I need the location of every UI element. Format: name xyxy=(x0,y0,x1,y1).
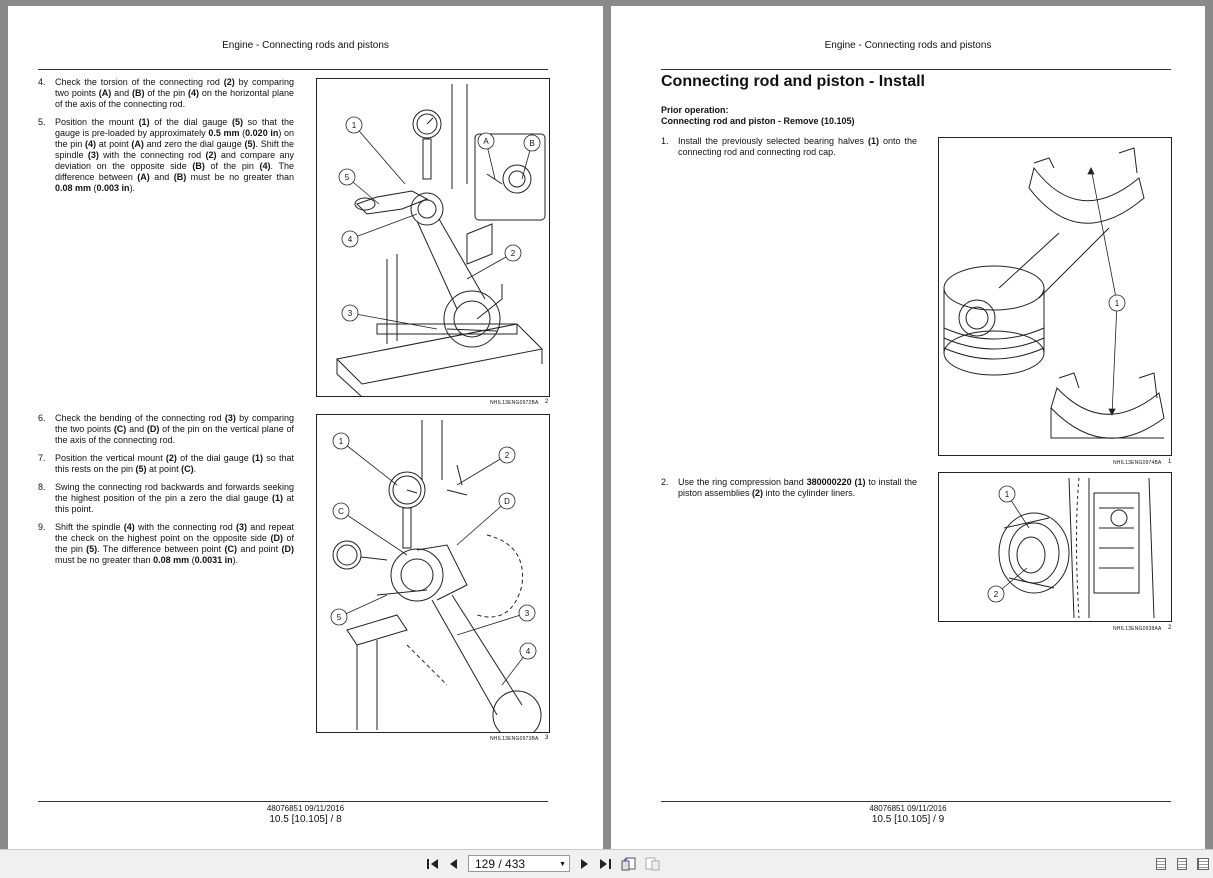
step-emphasis: (1) xyxy=(138,117,150,127)
step-emphasis: (2) xyxy=(205,150,217,160)
step-emphasis: 0.020 in xyxy=(245,128,279,138)
step-item xyxy=(38,482,294,515)
step-emphasis: (B) xyxy=(132,88,145,98)
footer-rule xyxy=(38,801,548,802)
page-header: Engine - Connecting rods and pistons xyxy=(222,40,389,51)
prev-page-icon[interactable] xyxy=(446,856,460,872)
callout-label: 2 xyxy=(504,451,510,460)
step-text: of the dial gauge xyxy=(176,453,253,463)
step-emphasis: (2) xyxy=(223,77,235,87)
step-emphasis: (5) xyxy=(135,464,147,474)
go-forward-view-icon[interactable] xyxy=(643,856,661,872)
figure-bending-check xyxy=(316,414,550,733)
step-text: . Shift the spindle xyxy=(55,139,295,160)
step-number: 4. xyxy=(38,77,46,87)
step-item xyxy=(661,136,917,158)
piston-install-illustration xyxy=(939,473,1171,621)
step-emphasis: (B) xyxy=(192,161,205,171)
callout-leader xyxy=(457,613,527,635)
step-text: Shift the spindle xyxy=(55,522,124,532)
step-number: 6. xyxy=(38,413,46,423)
step-text: and zero the dial gauge xyxy=(143,139,245,149)
step-text: with the connecting rod xyxy=(134,522,236,532)
callout-label: 5 xyxy=(336,613,342,622)
header-rule xyxy=(38,69,548,70)
footer-doc-id: 48076851 09/11/2016 xyxy=(869,804,947,813)
footer-rule xyxy=(661,801,1171,802)
step-list-bottom xyxy=(38,413,294,573)
callout-leader xyxy=(350,214,417,239)
figure-bearing-halves xyxy=(938,137,1172,456)
figure-piston-install xyxy=(938,472,1172,622)
step-emphasis: (1) xyxy=(272,493,283,503)
footer-page-ref: 10.5 [10.105] / 9 xyxy=(871,814,945,825)
step-emphasis: (1) xyxy=(252,453,264,463)
footer-page-ref: 10.5 [10.105] / 8 xyxy=(269,814,342,825)
figure-code: NHIL13ENG0973BA xyxy=(490,736,539,742)
callout-label: B xyxy=(529,139,535,148)
step-text: so that this rests on the pin xyxy=(55,453,294,474)
step-text: ). xyxy=(232,555,239,565)
step-text: and xyxy=(111,88,132,98)
step-emphasis: 0.0031 in xyxy=(194,555,233,565)
step-emphasis: (B) xyxy=(173,172,187,182)
step-text: Swing the connecting rod backwards and forwards seeking the highest position of the pin a zero the dial gauge xyxy=(55,482,294,503)
step-text: Install the previously selected bearing halves xyxy=(678,136,868,146)
step-text: of the pin xyxy=(55,533,294,554)
step-text: so that the gauge is pre-loaded by approximately xyxy=(55,117,295,138)
step-text: Position the vertical mount xyxy=(55,453,166,463)
right-page xyxy=(611,6,1205,849)
step-item xyxy=(38,117,294,194)
step-emphasis: 0.08 mm xyxy=(153,555,190,565)
step-number: 2. xyxy=(661,477,669,487)
step-text: and point xyxy=(237,544,282,554)
step-emphasis: (1) xyxy=(868,136,879,146)
step-emphasis: (3) xyxy=(224,413,236,423)
step-emphasis: (3) xyxy=(87,150,99,160)
step-text: of the pin xyxy=(144,88,188,98)
step-text: ( xyxy=(239,128,246,138)
step-emphasis: (C) xyxy=(113,424,127,434)
figure-code: NHIL13ENG0974BA xyxy=(1113,460,1162,466)
step-emphasis: (A) xyxy=(131,139,144,149)
callout-label: A xyxy=(483,137,489,146)
step-emphasis: 0.003 in xyxy=(96,183,130,193)
step-emphasis: (A) xyxy=(98,88,112,98)
callout-label: 1 xyxy=(338,437,344,446)
step-text: by comparing the two points xyxy=(55,413,294,434)
step-text: . xyxy=(193,464,197,474)
callout-label: 2 xyxy=(993,590,999,599)
step-text: at point xyxy=(146,464,182,474)
step-text: and repeat the check on the highest point on the opposite side xyxy=(55,522,294,543)
step-text: by comparing two points xyxy=(55,77,294,98)
step-item xyxy=(38,413,294,446)
continuous-view-icon[interactable] xyxy=(1177,858,1187,870)
step-text: with the connecting rod xyxy=(98,150,206,160)
step-emphasis: 0.08 mm xyxy=(55,183,92,193)
step-number: 9. xyxy=(38,522,46,532)
step-item xyxy=(38,77,294,110)
step-text: Check the bending of the connecting rod xyxy=(55,413,225,423)
step-list-top xyxy=(38,77,294,201)
step-text: and xyxy=(126,424,147,434)
step-text: and xyxy=(149,172,174,182)
prior-operation-link[interactable]: Connecting rod and piston - Remove (10.105) xyxy=(661,116,855,126)
step-number: 1. xyxy=(661,136,669,146)
step-item xyxy=(38,522,294,566)
step-text: Use the ring compression band xyxy=(678,477,807,487)
step-emphasis: (1) xyxy=(854,477,866,487)
single-page-view-icon[interactable] xyxy=(1156,858,1166,870)
step-emphasis: (A) xyxy=(137,172,150,182)
figure-code: NHIL13ENG0938AA xyxy=(1113,626,1162,632)
step-emphasis: (3) xyxy=(235,522,247,532)
callout-label: 1 xyxy=(351,121,357,130)
step-emphasis: 0.5 mm xyxy=(208,128,240,138)
step-text: must be no greater than xyxy=(186,172,295,182)
callout-leader xyxy=(457,501,507,545)
prior-operation-label: Prior operation: xyxy=(661,105,729,115)
step-emphasis: (D) xyxy=(146,424,160,434)
step-text: must be no greater than xyxy=(55,555,154,565)
step-text: on the horizontal plane of the axis of the connecting rod. xyxy=(55,88,294,109)
callout-label: 1 xyxy=(1004,490,1010,499)
step-emphasis: (5) xyxy=(86,544,98,554)
step-emphasis: (5) xyxy=(244,139,256,149)
figure-number: 2 xyxy=(1168,625,1172,631)
step-emphasis: (2) xyxy=(165,453,177,463)
callout-leader xyxy=(354,125,405,184)
step-text: ). xyxy=(129,183,136,193)
section-title: Connecting rod and piston - Install xyxy=(661,73,925,90)
step-text: Check the torsion of the connecting rod xyxy=(55,77,224,87)
chevron-down-icon[interactable]: ▼ xyxy=(559,861,566,868)
step-text: to install the piston assemblies xyxy=(678,477,917,498)
go-back-view-icon[interactable] xyxy=(620,856,638,872)
callout-label: 5 xyxy=(344,173,350,182)
install-step-2 xyxy=(661,477,917,506)
step-emphasis: (D) xyxy=(281,544,294,554)
callout-leader xyxy=(341,511,407,555)
step-number: 7. xyxy=(38,453,46,463)
first-page-icon[interactable] xyxy=(425,856,441,872)
viewer-toolbar xyxy=(0,849,1213,878)
step-text: Position the mount xyxy=(55,117,139,127)
step-text: of the dial gauge xyxy=(149,117,232,127)
last-page-icon[interactable] xyxy=(597,856,613,872)
callout-label: 1 xyxy=(1114,299,1120,308)
step-emphasis: (D) xyxy=(270,533,283,543)
step-text: ( xyxy=(189,555,195,565)
figure-torsion-check xyxy=(316,78,550,397)
step-emphasis: (5) xyxy=(231,117,243,127)
step-text: . The difference between point xyxy=(97,544,225,554)
figure-code: NHIL13ENG0972BA xyxy=(490,400,539,406)
left-page xyxy=(8,6,603,849)
facing-view-icon[interactable] xyxy=(1197,858,1209,870)
step-text: of the pin xyxy=(204,161,260,171)
footer-doc-id: 48076851 09/11/2016 xyxy=(266,804,345,813)
next-page-icon[interactable] xyxy=(578,856,592,872)
step-item xyxy=(661,477,917,499)
callout-label: 4 xyxy=(347,235,353,244)
step-text: ( xyxy=(91,183,97,193)
callout-label: C xyxy=(338,507,344,516)
figure-number: 3 xyxy=(545,735,549,741)
step-text: ) on the pin xyxy=(55,128,294,149)
step-emphasis: (4) xyxy=(259,161,271,171)
page-header: Engine - Connecting rods and pistons xyxy=(824,40,992,51)
bending-check-illustration xyxy=(317,415,549,732)
page-number-select[interactable] xyxy=(468,855,570,872)
callout-label: 3 xyxy=(524,609,530,618)
step-emphasis: (2) xyxy=(752,488,764,498)
page-number-value: 129 / 433 xyxy=(475,857,526,871)
callout-leader xyxy=(341,441,397,485)
step-number: 8. xyxy=(38,482,46,492)
step-text: into the cylinder liners. xyxy=(763,488,856,498)
step-text: of the pin on the vertical plane of the axis of the connecting rod. xyxy=(55,424,294,445)
step-emphasis: (4) xyxy=(123,522,135,532)
step-emphasis: (C) xyxy=(181,464,194,474)
bearing-halves-illustration xyxy=(939,138,1171,455)
install-step-1 xyxy=(661,136,917,165)
callout-label: 3 xyxy=(347,309,353,318)
step-number: 5. xyxy=(38,117,46,127)
torsion-check-illustration xyxy=(317,79,549,396)
prior-operation xyxy=(661,105,855,127)
step-item xyxy=(38,453,294,475)
step-text: at this point. xyxy=(55,493,294,514)
step-text: at point xyxy=(96,139,132,149)
step-emphasis: 380000220 xyxy=(806,477,852,487)
step-emphasis: (C) xyxy=(224,544,237,554)
step-text: . The difference between xyxy=(55,161,294,182)
callout-label: 2 xyxy=(510,249,516,258)
figure-number: 1 xyxy=(1168,459,1172,465)
callout-label: D xyxy=(504,497,510,506)
header-rule xyxy=(661,69,1171,70)
step-emphasis: (4) xyxy=(85,139,97,149)
callout-leader xyxy=(457,455,507,485)
figure-number: 2 xyxy=(545,399,549,405)
callout-leader xyxy=(350,313,437,329)
step-text: onto the connecting rod and connecting rod cap. xyxy=(678,136,917,157)
step-text: and compare any deviation on the opposite side xyxy=(55,150,294,171)
callout-label: 4 xyxy=(525,647,531,656)
step-emphasis: (4) xyxy=(187,88,199,98)
